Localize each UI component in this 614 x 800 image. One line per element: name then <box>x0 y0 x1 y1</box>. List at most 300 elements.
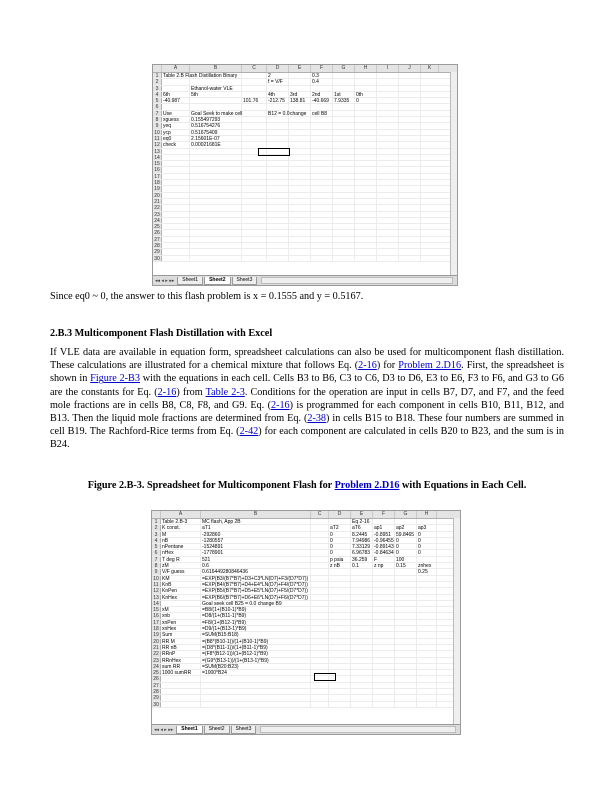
cell[interactable] <box>355 136 377 141</box>
row-number[interactable]: 18 <box>152 626 161 631</box>
cell[interactable] <box>377 73 399 78</box>
cell[interactable] <box>311 230 333 235</box>
problem-link[interactable]: Problem 2.D16 <box>398 360 462 372</box>
cell[interactable] <box>190 79 242 84</box>
cell[interactable]: aT1 <box>201 525 311 530</box>
cell[interactable] <box>311 632 329 637</box>
cell[interactable] <box>377 98 399 103</box>
cell[interactable] <box>162 256 190 261</box>
row-number[interactable]: 15 <box>152 607 161 612</box>
cell[interactable] <box>395 676 417 681</box>
cell[interactable] <box>333 180 355 185</box>
cell[interactable] <box>162 174 190 179</box>
cell[interactable] <box>190 186 242 191</box>
cell[interactable] <box>417 695 437 700</box>
cell[interactable] <box>311 237 333 242</box>
cell[interactable] <box>351 683 373 688</box>
cell[interactable] <box>311 595 329 600</box>
cell[interactable] <box>399 136 421 141</box>
cell[interactable] <box>162 149 190 154</box>
cell[interactable] <box>311 651 329 656</box>
cell[interactable] <box>329 639 351 644</box>
cell[interactable]: =EXP(B6/(B7*B7)+D6+E6*LN(D7)+F6/(D7*D7)) <box>201 595 311 600</box>
cell[interactable] <box>377 167 399 172</box>
row-number[interactable]: 5 <box>153 98 162 103</box>
sheet-tab-sheet2[interactable]: Sheet2 <box>204 277 230 285</box>
row-number[interactable]: 12 <box>152 588 161 593</box>
cell[interactable] <box>311 620 329 625</box>
cell[interactable] <box>351 664 373 669</box>
cell[interactable] <box>395 569 417 574</box>
cell[interactable] <box>201 702 311 707</box>
cell[interactable] <box>311 155 333 160</box>
cell[interactable]: 0.155497293 <box>190 117 242 122</box>
cell[interactable] <box>355 256 377 261</box>
row-number[interactable]: 30 <box>153 256 162 261</box>
cell[interactable]: KnHex <box>161 595 201 600</box>
cell[interactable]: zM <box>161 563 201 568</box>
cell[interactable] <box>373 620 395 625</box>
column-header-c[interactable]: C <box>311 511 329 518</box>
cell[interactable] <box>329 519 351 524</box>
cell[interactable]: 0 <box>329 532 351 537</box>
cell[interactable] <box>190 237 242 242</box>
cell[interactable]: 7.33129 <box>351 544 373 549</box>
cell[interactable] <box>395 588 417 593</box>
cell[interactable] <box>311 142 333 147</box>
horizontal-scrollbar[interactable] <box>261 277 453 284</box>
cell[interactable]: 1st <box>333 92 355 97</box>
cell[interactable] <box>399 249 421 254</box>
cell[interactable] <box>267 218 289 223</box>
cell[interactable] <box>355 199 377 204</box>
eq-link[interactable]: 2-38 <box>307 413 327 425</box>
cell[interactable]: nPentane <box>161 544 201 549</box>
cell[interactable] <box>242 230 267 235</box>
cell[interactable] <box>351 620 373 625</box>
cell[interactable]: T deg R <box>161 557 201 562</box>
cell[interactable] <box>242 167 267 172</box>
cell[interactable] <box>311 689 329 694</box>
cell[interactable] <box>311 161 333 166</box>
cell[interactable] <box>355 161 377 166</box>
vertical-scrollbar[interactable] <box>450 72 457 276</box>
cell[interactable] <box>417 601 437 606</box>
cell[interactable] <box>355 73 377 78</box>
cell[interactable]: KM <box>161 576 201 581</box>
cell[interactable] <box>333 123 355 128</box>
row-number[interactable]: 22 <box>153 205 162 210</box>
cell[interactable] <box>162 79 190 84</box>
cell[interactable] <box>417 683 437 688</box>
cell[interactable] <box>395 664 417 669</box>
cell[interactable] <box>399 111 421 116</box>
cell[interactable] <box>351 582 373 587</box>
cell[interactable] <box>190 73 242 78</box>
cell[interactable] <box>399 149 421 154</box>
row-number[interactable]: 17 <box>152 620 161 625</box>
cell[interactable] <box>399 237 421 242</box>
cell[interactable] <box>242 237 267 242</box>
row-number[interactable]: 29 <box>152 695 161 700</box>
cell[interactable]: 0 <box>355 98 377 103</box>
cell[interactable] <box>311 695 329 700</box>
cell[interactable] <box>355 230 377 235</box>
cell[interactable] <box>377 86 399 91</box>
cell[interactable] <box>417 588 437 593</box>
cell[interactable] <box>242 205 267 210</box>
cell[interactable] <box>395 683 417 688</box>
cell[interactable] <box>355 79 377 84</box>
cell[interactable] <box>373 645 395 650</box>
cell[interactable] <box>399 167 421 172</box>
cell[interactable] <box>399 205 421 210</box>
cell[interactable] <box>311 550 329 555</box>
cell[interactable] <box>311 174 333 179</box>
row-number[interactable]: 26 <box>153 230 162 235</box>
cell[interactable] <box>329 683 351 688</box>
cell[interactable] <box>373 519 395 524</box>
cell[interactable] <box>377 237 399 242</box>
cell[interactable] <box>373 689 395 694</box>
cell[interactable] <box>329 695 351 700</box>
cell[interactable] <box>329 664 351 669</box>
cell[interactable] <box>311 224 333 229</box>
column-header-h[interactable]: H <box>417 511 437 518</box>
cell[interactable] <box>377 130 399 135</box>
cell[interactable] <box>399 161 421 166</box>
eq-link[interactable]: 2-16 <box>358 360 377 372</box>
cell[interactable] <box>399 230 421 235</box>
column-header-g[interactable]: G <box>333 65 355 72</box>
cell[interactable] <box>373 639 395 644</box>
cell[interactable] <box>417 607 437 612</box>
cell[interactable]: sum RR <box>161 664 201 669</box>
cell[interactable] <box>373 595 395 600</box>
cell[interactable] <box>373 582 395 587</box>
cell[interactable]: nB <box>161 538 201 543</box>
cell[interactable] <box>333 243 355 248</box>
cell[interactable] <box>190 256 242 261</box>
cell[interactable]: p psia <box>329 557 351 562</box>
cell[interactable]: =F8/(1+(B12-1)*B9) <box>201 620 311 625</box>
cell[interactable]: 7.9335 <box>333 98 355 103</box>
cell[interactable]: aT2 <box>329 525 351 530</box>
cell[interactable]: Goal Seek to make cell <box>191 110 243 117</box>
cell[interactable] <box>162 205 190 210</box>
cell[interactable] <box>355 224 377 229</box>
cell[interactable]: 0.15 <box>395 563 417 568</box>
corner-select-all[interactable] <box>153 65 162 72</box>
cell[interactable] <box>377 224 399 229</box>
cell[interactable] <box>190 205 242 210</box>
row-number[interactable]: 25 <box>153 224 162 229</box>
cell[interactable] <box>373 651 395 656</box>
cell[interactable] <box>190 149 242 154</box>
cell[interactable] <box>242 193 267 198</box>
cell[interactable] <box>329 613 351 618</box>
cell[interactable] <box>351 613 373 618</box>
cell[interactable] <box>289 230 311 235</box>
cell[interactable] <box>162 237 190 242</box>
cell[interactable] <box>373 601 395 606</box>
cell[interactable] <box>377 230 399 235</box>
cell[interactable]: Table 2.B-3 <box>161 519 201 524</box>
cell[interactable]: =SUM(B20:B23) <box>201 664 311 669</box>
cell[interactable] <box>329 607 351 612</box>
cell[interactable] <box>289 218 311 223</box>
cell[interactable]: xnPen <box>161 620 201 625</box>
cell[interactable]: -1778901 <box>201 550 311 555</box>
cell[interactable]: -40.669 <box>311 98 333 103</box>
cell[interactable] <box>267 249 289 254</box>
cell[interactable] <box>242 186 267 191</box>
cell[interactable]: 6.96783 <box>351 550 373 555</box>
cell[interactable] <box>399 180 421 185</box>
cell[interactable] <box>377 136 399 141</box>
cell[interactable] <box>351 626 373 631</box>
cell[interactable] <box>417 702 437 707</box>
cell[interactable] <box>333 230 355 235</box>
cell[interactable] <box>399 256 421 261</box>
row-number[interactable]: 10 <box>153 130 162 135</box>
row-number[interactable]: 11 <box>152 582 161 587</box>
row-number[interactable]: 20 <box>152 639 161 644</box>
cell[interactable] <box>289 249 311 254</box>
row-number[interactable]: 3 <box>153 86 162 91</box>
cell[interactable]: nHex <box>161 550 201 555</box>
cell[interactable] <box>289 243 311 248</box>
cell[interactable] <box>190 98 242 103</box>
cell[interactable] <box>190 155 242 160</box>
cell[interactable] <box>329 702 351 707</box>
cell[interactable] <box>395 601 417 606</box>
cell[interactable] <box>417 632 437 637</box>
row-number[interactable]: 9 <box>153 123 162 128</box>
cell[interactable]: =EXP(B3/(B7*B7)+D3+C3*LN(D7)+F3/(D7*D7)) <box>201 576 311 581</box>
cell[interactable] <box>417 645 437 650</box>
cell[interactable] <box>267 123 289 128</box>
cell[interactable]: F <box>373 557 395 562</box>
cell[interactable] <box>289 180 311 185</box>
cell[interactable] <box>333 186 355 191</box>
cell[interactable] <box>162 224 190 229</box>
cell[interactable]: eq0 <box>162 136 190 141</box>
cell[interactable] <box>162 199 190 204</box>
row-number[interactable]: 16 <box>153 167 162 172</box>
cell[interactable] <box>333 161 355 166</box>
cell[interactable] <box>395 639 417 644</box>
cell[interactable] <box>329 601 351 606</box>
cell[interactable] <box>311 249 333 254</box>
cell[interactable]: f = V/F <box>267 79 289 84</box>
corner-select-all[interactable] <box>152 511 161 518</box>
column-header-f[interactable]: F <box>373 511 395 518</box>
column-header-a[interactable]: A <box>162 65 190 72</box>
cell[interactable] <box>333 224 355 229</box>
cell[interactable] <box>162 104 190 109</box>
cell[interactable]: check <box>162 142 190 147</box>
cell[interactable] <box>201 683 311 688</box>
cell[interactable] <box>190 224 242 229</box>
cell[interactable] <box>329 582 351 587</box>
cell[interactable] <box>162 186 190 191</box>
cell[interactable] <box>395 658 417 663</box>
row-number[interactable]: 28 <box>153 243 162 248</box>
table-link[interactable]: Table 2-3 <box>205 386 245 398</box>
cell[interactable] <box>395 582 417 587</box>
cell[interactable] <box>355 205 377 210</box>
cell[interactable] <box>329 620 351 625</box>
cell[interactable] <box>373 576 395 581</box>
cell[interactable] <box>355 243 377 248</box>
cell[interactable] <box>355 111 377 116</box>
row-number[interactable]: 2 <box>152 525 161 530</box>
cell[interactable] <box>355 130 377 135</box>
cell[interactable] <box>351 576 373 581</box>
cell[interactable] <box>351 632 373 637</box>
cell[interactable] <box>190 180 242 185</box>
cell[interactable] <box>333 79 355 84</box>
cell[interactable] <box>161 689 201 694</box>
column-header-d[interactable]: D <box>267 65 289 72</box>
cell[interactable] <box>417 557 437 562</box>
cell[interactable] <box>355 167 377 172</box>
cell[interactable] <box>417 582 437 587</box>
cell[interactable] <box>311 180 333 185</box>
cell[interactable] <box>351 689 373 694</box>
cell[interactable] <box>190 104 242 109</box>
cell[interactable] <box>373 607 395 612</box>
cell[interactable] <box>289 73 311 78</box>
cell[interactable] <box>267 256 289 261</box>
cell[interactable]: 0th <box>355 92 377 97</box>
cell[interactable] <box>267 186 289 191</box>
cell[interactable] <box>242 92 267 97</box>
cell[interactable] <box>311 683 329 688</box>
cell[interactable]: 0.3 <box>311 73 333 78</box>
cell[interactable] <box>311 544 329 549</box>
cell[interactable]: 36.259 <box>351 557 373 562</box>
cell[interactable] <box>311 645 329 650</box>
cell[interactable] <box>333 212 355 217</box>
cell[interactable] <box>399 130 421 135</box>
cell[interactable]: MC flash, App 2B <box>201 519 311 524</box>
cell[interactable] <box>242 249 267 254</box>
cell[interactable]: RR nB <box>161 645 201 650</box>
cell[interactable] <box>373 702 395 707</box>
cell[interactable]: =EXP(B5/(B7*B7)+D5+E5*LN(D7)+F5/(D7*D7)) <box>201 588 311 593</box>
cell[interactable] <box>399 117 421 122</box>
cell[interactable]: xguess <box>162 117 190 122</box>
cell[interactable] <box>190 193 242 198</box>
cell[interactable] <box>311 588 329 593</box>
cell[interactable] <box>162 86 190 91</box>
cell[interactable]: change <box>289 111 311 116</box>
cell[interactable] <box>399 86 421 91</box>
cell[interactable]: =EXP(B4/(B7*B7)+D4+E4*LN(D7)+F4/(D7*D7)) <box>201 582 311 587</box>
cell[interactable] <box>355 174 377 179</box>
cell[interactable] <box>311 626 329 631</box>
cell[interactable] <box>329 595 351 600</box>
cell[interactable] <box>377 243 399 248</box>
cell[interactable] <box>351 601 373 606</box>
cell[interactable] <box>377 218 399 223</box>
row-number[interactable]: 20 <box>153 193 162 198</box>
cell[interactable] <box>329 632 351 637</box>
cell[interactable] <box>333 117 355 122</box>
cell[interactable] <box>333 155 355 160</box>
cell[interactable] <box>289 117 311 122</box>
cell[interactable] <box>242 104 267 109</box>
cell[interactable] <box>311 664 329 669</box>
cell[interactable] <box>355 212 377 217</box>
cell[interactable]: K const. <box>161 525 201 530</box>
cell[interactable]: KnPen <box>161 588 201 593</box>
cell[interactable] <box>162 212 190 217</box>
cell[interactable]: -0.8951 <box>373 532 395 537</box>
cell[interactable]: ycp <box>162 130 190 135</box>
row-number[interactable]: 21 <box>152 645 161 650</box>
row-number[interactable]: 8 <box>152 563 161 568</box>
cell[interactable]: 0 <box>395 550 417 555</box>
cell[interactable] <box>333 130 355 135</box>
cell[interactable] <box>267 161 289 166</box>
row-number[interactable]: 3 <box>152 532 161 537</box>
cell[interactable] <box>201 676 311 681</box>
cell[interactable]: -0.84634 <box>374 550 394 557</box>
cell[interactable]: xnb <box>161 613 201 618</box>
cell[interactable]: 0 <box>417 544 437 549</box>
cell[interactable] <box>161 702 201 707</box>
cell[interactable] <box>417 595 437 600</box>
cell[interactable] <box>399 98 421 103</box>
cell[interactable] <box>311 130 333 135</box>
cell[interactable]: cell B8 <box>311 111 333 116</box>
cell[interactable] <box>333 73 355 78</box>
row-number[interactable]: 14 <box>152 601 161 606</box>
cell[interactable] <box>377 79 399 84</box>
cell[interactable] <box>242 123 267 128</box>
cell[interactable] <box>311 218 333 223</box>
cell[interactable] <box>289 79 311 84</box>
cell[interactable] <box>311 582 329 587</box>
cell[interactable] <box>329 658 351 663</box>
cell[interactable]: Use <box>162 111 190 116</box>
cell[interactable] <box>242 174 267 179</box>
cell[interactable] <box>242 180 267 185</box>
cell[interactable] <box>333 111 355 116</box>
cell[interactable]: -292860 <box>201 532 311 537</box>
cell[interactable] <box>355 142 377 147</box>
row-number[interactable]: 19 <box>152 632 161 637</box>
cell[interactable] <box>351 595 373 600</box>
cell[interactable]: 0.616449280846436 <box>201 569 311 574</box>
cell[interactable] <box>201 689 311 694</box>
cell[interactable] <box>399 224 421 229</box>
cell[interactable] <box>333 167 355 172</box>
selected-cell[interactable] <box>258 148 290 156</box>
cell[interactable] <box>311 212 333 217</box>
cell[interactable] <box>355 86 377 91</box>
vertical-scrollbar[interactable] <box>453 518 460 725</box>
column-header-g[interactable]: G <box>395 511 417 518</box>
cell[interactable]: 4th <box>267 92 289 97</box>
cell[interactable] <box>395 702 417 707</box>
cell[interactable]: 5th <box>190 92 242 97</box>
cell[interactable]: 59.8465 <box>395 532 417 537</box>
cell[interactable] <box>351 658 373 663</box>
